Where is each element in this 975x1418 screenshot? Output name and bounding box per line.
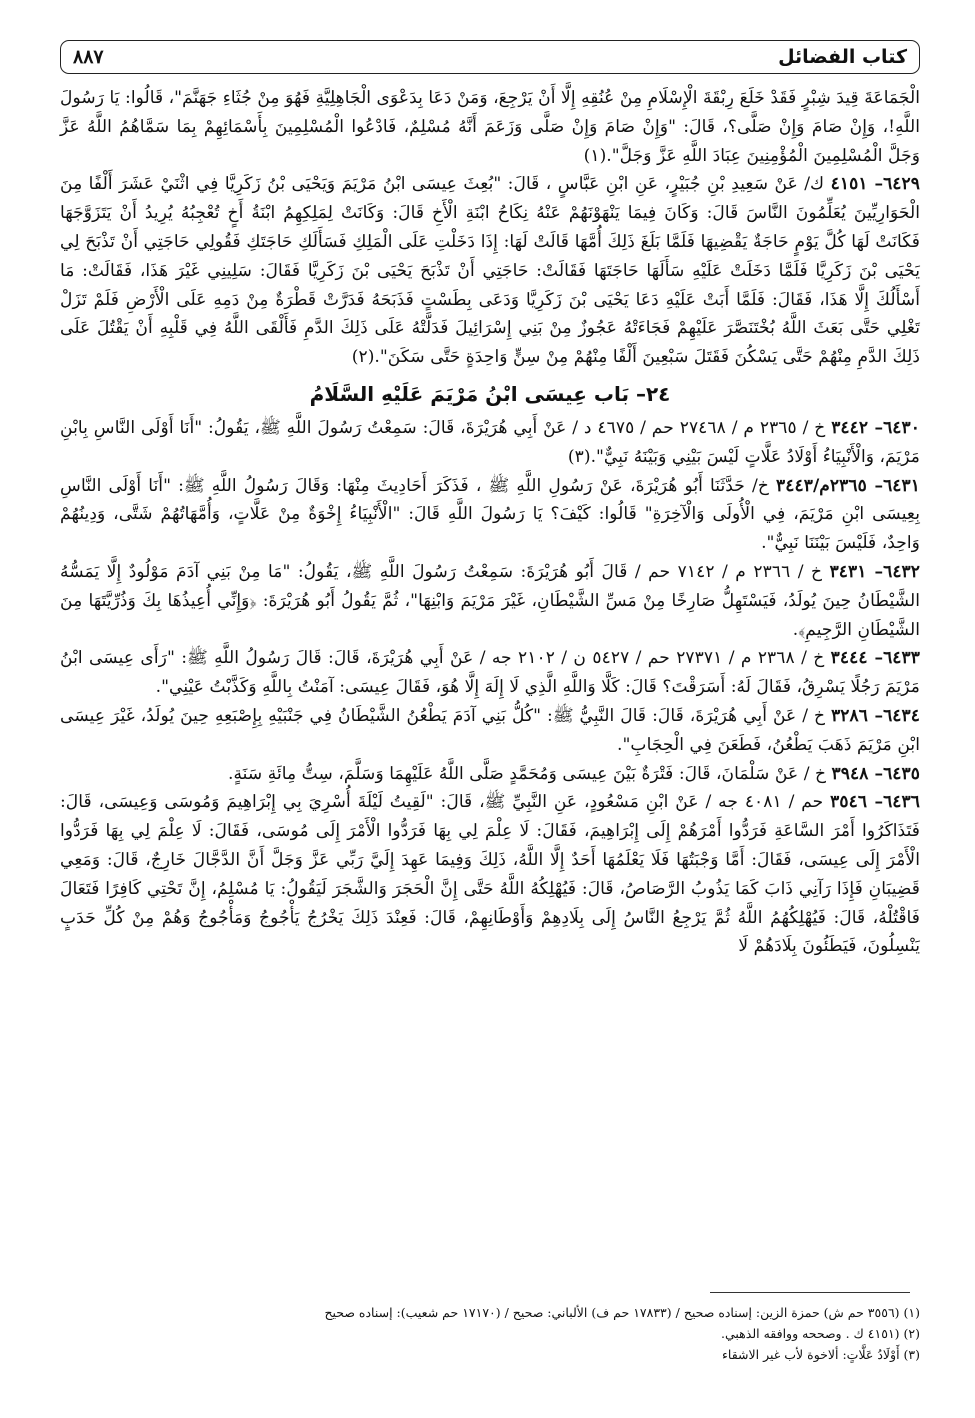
- hadith-number: ٦٤٣١– ٢٣٦٥م/٣٤٤٣: [776, 475, 921, 496]
- hadith-text: حم / ٤٠٨١ جه / عَنْ ابْنِ مَسْعُودٍ، عَنِ النَّبِيِّ ﷺ، قَالَ: "لَقِيتُ لَيْلَةَ أُسْرِيَ بِي إِبْرَاهِيمَ وَمُوسَى وَعِيسَى، قَالَ: فَتَذَاكَرُوا أَمْرَ السَّاعَةِ فَرَدُّوا أَمْرَهُمْ إِلَى إِبْرَاهِيمَ، فَقَالَ: لَا عِلْمَ لِي بِهَا فَرَدُّوا الْأَمْرَ إِلَى مُوسَى، فَقَالَ: لَا عِلْمَ لِي بِهَا فَرَدُّوا الْأَمْرَ إِلَى عِيسَى، فَقَالَ: أَمَّا وَجْبَتُهَا فَلَا يَعْلَمُهَا أَحَدٌ إِلَّا اللَّهُ، ذَلِكَ وَفِيمَا عَهِدَ إِلَيَّ رَبِّي عَزَّ وَجَلَّ أَنَّ الدَّجَّالَ خَارِجٌ، قَالَ: وَمَعِي قَضِيبَانِ فَإِذَا رَآنِي ذَابَ كَمَا يَذُوبُ الرَّصَاصُ، قَالَ: فَيُهْلِكُهُ اللَّهُ حَتَّى إِنَّ الْحَجَرَ وَالشَّجَرَ لَيَقُولُ: يَا مُسْلِمُ، إِنَّ تَحْتِي كَافِرًا فَتَعَالَ فَاقْتُلْهُ، قَالَ: فَيُهْلِكُهُمُ اللَّهُ ثُمَّ يَرْجِعُ النَّاسُ إِلَى بِلَادِهِمْ وَأَوْطَانِهِمْ، قَالَ: فَعِنْدَ ذَلِكَ يَخْرُجُ يَأْجُوجُ وَمَأْجُوجُ وَهُمْ مِنْ كُلِّ حَدَبٍ يَنْسِلُونَ، فَيَطَئُونَ بِلَادَهُمْ لَا: [60, 792, 920, 957]
- page: [60, 40, 920, 961]
- book-title: كتاب الفضائل: [778, 46, 907, 68]
- hadith-6431: [60, 472, 920, 558]
- hadith-6434: [60, 702, 920, 760]
- hadith-number: ٦٤٣٠– ٣٤٤٢: [831, 417, 921, 438]
- hadith-text: خ/ حَدَّثَنَا أَبُو هُرَيْرَةَ، عَنْ رَسُولِ اللَّهِ ﷺ ، فَذَكَرَ أَحَادِيثَ مِنْهَا: وَقَالَ رَسُولُ اللَّهِ ﷺ: "أَنَا أَوْلَى النَّاسِ بِعِيسَى ابْنِ مَرْيَمَ، فِي الْأُولَى وَالْآخِرَةِ" قَالُوا: كَيْفَ؟ يَا رَسُولَ اللَّهِ قَالَ: "الْأَنْبِيَاءُ إِخْوَةٌ مِنْ عَلَّاتٍ، وَأُمَّهَاتُهُمْ شَتَّى، وَدِينُهُمْ وَاحِدٌ، فَلَيْسَ بَيْنَنَا نَبِيٌّ".: [60, 475, 920, 554]
- page-header: [60, 40, 920, 74]
- hadith-text: خ / عَنْ سَلْمَانَ، قَالَ: فَتْرَةٌ بَيْنَ عِيسَى وَمُحَمَّدٍ صَلَّى اللَّهُ عَلَيْهِمَا وَسَلَّمَ، سِتُّ مِائَةِ سَنَةٍ.: [228, 763, 827, 784]
- footnote-2: (٢) (٤١٥١ ك . وصححه ووافقه الذهبي.: [721, 1326, 920, 1341]
- hadith-number: ٦٤٣٤– ٣٢٨٦: [831, 705, 921, 726]
- footnote-divider: [710, 1292, 910, 1293]
- hadith-6432: [60, 558, 920, 644]
- hadith-6436: [60, 788, 920, 961]
- continued-paragraph: الْجَمَاعَةَ قِيدَ شِبْرٍ فَقَدْ خَلَعَ رِبْقَةَ الْإِسْلَامِ مِنْ عُنُقِهِ إِلَّا أَنْ يَرْجِعَ، وَمَنْ دَعَا بِدَعْوَى الْجَاهِلِيَّةِ فَهُوَ مِنْ جُثَاءِ جَهَنَّمَ"، قَالُوا: يَا رَسُولَ اللَّهِ!، وَإِنْ صَامَ وَإِنْ صَلَّى؟، قَالَ: "وَإِنْ صَامَ وَإِنْ صَلَّى وَزَعَمَ أَنَّهُ مُسْلِمٌ، فَادْعُوا الْمُسْلِمِينَ بِأَسْمَائِهِمْ بِمَا سَمَّاهُمُ اللَّهُ عَزَّ وَجَلَّ الْمُسْلِمِينَ الْمُؤْمِنِينَ عِبَادَ اللَّهِ عَزَّ وَجَلَّ".(١): [60, 88, 920, 166]
- hadith-text: ك/ عَنْ سَعِيدِ بْنِ جُبَيْرٍ، عَنِ ابْنِ عَبَّاسٍ ، قَالَ: "بُعِثَ عِيسَى ابْنُ مَرْيَمَ وَيَحْيَى بْنُ زَكَرِيَّا فِي اثْنَيْ عَشَرَ أَلْفًا مِنَ الْحَوَارِيِّينَ يُعَلِّمُونَ النَّاسَ قَالَ: وَكَانَ فِيمَا يَنْهَوْنَهُمْ عَنْهُ نِكَاحُ ابْنَةِ الْأَخِ قَالَ: وَكَانَتْ لِمَلِكِهِمُ ابْنَةُ أَخٍ تُعْجِبُهُ يُرِيدُ أَنْ يَتَزَوَّجَهَا فَكَانَتْ لَهَا كُلَّ يَوْمٍ حَاجَةٌ يَقْضِيهَا فَلَمَّا بَلَغَ ذَلِكَ أُمَّهَا قَالَتْ لَهَا: إِذَا دَخَلْتِ عَلَى الْمَلِكِ فَسَأَلَكِ حَاجَتَكِ فَقُولِي حَاجَتِي أَنْ تَذْبَحَ لِي يَحْيَى بْنَ زَكَرِيَّا فَلَمَّا دَخَلَتْ عَلَيْهِ سَأَلَهَا حَاجَتَهَا فَقَالَتْ: حَاجَتِي أَنْ تَذْبَحَ يَحْيَى بْنَ زَكَرِيَّا فَقَالَ: سَلِينِي غَيْرَ هَذَا، فَقَالَتْ: مَا أَسْأَلُكَ إِلَّا هَذَا، فَقَالَ: فَلَمَّا أَبَتْ عَلَيْهِ دَعَا يَحْيَى بْنَ زَكَرِيَّا وَدَعَى بِطَسْتٍ فَذَبَحَهُ فَدَرَّتْ قَطْرَةٌ مِنْ دَمِهِ عَلَى الْأَرْضِ فَلَمْ تَزَلْ تَغْلِي حَتَّى بَعَثَ اللَّهُ بُخْتَنَصَّرَ عَلَيْهِمْ فَجَاءَتْهُ عَجُوزٌ مِنْ بَنِي إِسْرَائِيلَ فَدَلَّتْهُ عَلَى ذَلِكَ الدَّمِ فَأَلْقَى اللَّهُ فِي قَلْبِهِ أَنْ يَقْتُلَ عَلَى ذَلِكَ الدَّمِ مِنْهُمْ حَتَّى يَسْكُنَ فَقَتَلَ سَبْعِينَ أَلْفًا مِنْهُمْ مِنْ سِنٍّ وَاحِدَةٍ حَتَّى سَكَنَ".(٢): [60, 174, 920, 368]
- hadith-number: ٦٤٣٢– ٣٤٣١: [829, 561, 921, 582]
- hadith-text: خ / ٢٣٦٨ م / ٢٧٣٧١ حم / ٥٤٢٧ ن / ٢١٠٢ جه / عَنْ أَبِي هُرَيْرَةَ، قَالَ: قَالَ رَسُولُ اللَّهِ ﷺ: "رَأَى عِيسَى ابْنُ مَرْيَمَ رَجُلًا يَسْرِقُ، فَقَالَ لَهُ: أَسَرَقْتَ؟ قَالَ: كَلَّا وَاللَّهِ الَّذِي لَا إِلَهَ إِلَّا هُوَ، فَقَالَ عِيسَى: آمَنْتُ بِاللَّهِ وَكَذَّبْتُ عَيْنِي".: [60, 648, 920, 698]
- page-number: ٨٨٧: [73, 46, 104, 68]
- hadith-text: خ / ٢٣٦٥ م / ٢٧٤٦٨ حم / ٤٦٧٥ د / عَنْ أَبِي هُرَيْرَةَ، قَالَ: سَمِعْتُ رَسُولَ اللَّهِ ﷺ، يَقُولُ: "أَنَا أَوْلَى النَّاسِ بِابْنِ مَرْيَمَ، وَالْأَنْبِيَاءُ أَوْلَادُ عَلَّاتٍ لَيْسَ بَيْنِي وَبَيْنَهُ نَبِيٌّ".(٣): [60, 417, 920, 467]
- hadith-number: ٦٤٣٣– ٣٤٤٤: [830, 648, 920, 669]
- chapter-heading: ٢٤– بَاب عِيسَى ابْنُ مَرْيَمَ عَلَيْهِ السَّلَامُ: [309, 381, 671, 406]
- footnotes: [60, 1302, 920, 1365]
- hadith-6430: [60, 414, 920, 472]
- hadith-6435: [60, 760, 920, 789]
- footnote-1: (١) (٣٥٥٦ حم ش) حمزة الزين: إسناده صحيح / (١٧٨٣٣ حم ف) الألباني: صحيح / (١٧١٧٠ حم شعيب): إسناده صحيح: [324, 1305, 920, 1320]
- hadith-6433: [60, 644, 920, 702]
- page-body: [60, 84, 920, 961]
- hadith-6429: [60, 170, 920, 372]
- hadith-number: ٦٤٣٥– ٣٩٤٨: [831, 763, 920, 784]
- footnote-3: (٣) أَوْلَادُ عَلَّاتٍ: ألاخوة لأب غير الاشقاء: [722, 1347, 920, 1362]
- hadith-text: خ / ٢٣٦٦ م / ٧١٤٢ حم / قَالَ أَبُو هُرَيْرَةَ: سَمِعْتُ رَسُولَ اللَّهِ ﷺ، يَقُولُ: "مَا مِنْ بَنِي آدَمَ مَوْلُودٌ إِلَّا يَمَسُّهُ الشَّيْطَانُ حِينَ يُولَدُ، فَيَسْتَهِلُّ صَارِخًا مِنْ مَسِّ الشَّيْطَانِ، غَيْرَ مَرْيَمَ وَابْنِهَا"، ثُمَّ يَقُولُ أَبُو هُرَيْرَةَ: ﴿وَإِنِّي أُعِيذُهَا بِكَ وَذُرِّيَّتَهَا مِنَ الشَّيْطَانِ الرَّجِيمِ﴾.: [60, 561, 920, 640]
- hadith-number: ٦٤٢٩– ٤١٥١: [830, 174, 921, 195]
- hadith-text: خ / عَنْ أَبِي هُرَيْرَةَ، قَالَ: قَالَ النَّبِيُّ ﷺ: "كُلُّ بَنِي آدَمَ يَطْعُنُ الشَّيْطَانُ فِي جَنْبَيْهِ بِإِصْبَعِهِ حِينَ يُولَدُ، غَيْرَ عِيسَى ابْنِ مَرْيَمَ ذَهَبَ يَطْعُنُ، فَطَعَنَ فِي الْحِجَابِ".: [60, 705, 920, 755]
- hadith-number: ٦٤٣٦– ٣٥٤٦: [830, 792, 921, 813]
